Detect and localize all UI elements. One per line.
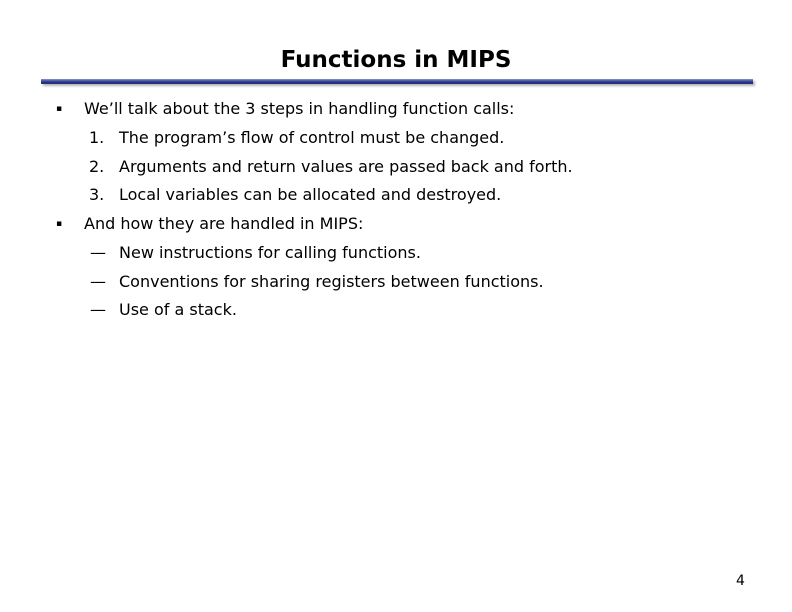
- slide-title: Functions in MIPS: [280, 47, 512, 73]
- list-number: 2.: [89, 157, 105, 176]
- list-item-text: Conventions for sharing registers between functions.: [119, 272, 544, 291]
- list-item-text: Local variables can be allocated and destroyed.: [119, 185, 502, 204]
- list-number: 3.: [89, 185, 105, 204]
- dash-bullet-icon: —: [90, 272, 106, 291]
- list-item-text: New instructions for calling functions.: [119, 243, 421, 262]
- list-item-text: Arguments and return values are passed back and forth.: [119, 157, 573, 176]
- title-underline: [41, 79, 753, 84]
- page-number: 4: [736, 573, 745, 589]
- bullet-text: And how they are handled in MIPS:: [84, 214, 364, 233]
- dash-bullet-icon: —: [90, 243, 106, 262]
- square-bullet-icon: ▪: [56, 219, 63, 229]
- square-bullet-icon: ▪: [56, 104, 63, 114]
- list-number: 1.: [89, 128, 105, 147]
- bullet-text: We’ll talk about the 3 steps in handling function calls:: [84, 99, 515, 118]
- list-item-text: Use of a stack.: [119, 300, 237, 319]
- dash-bullet-icon: —: [90, 300, 106, 319]
- list-item-text: The program’s flow of control must be changed.: [119, 128, 505, 147]
